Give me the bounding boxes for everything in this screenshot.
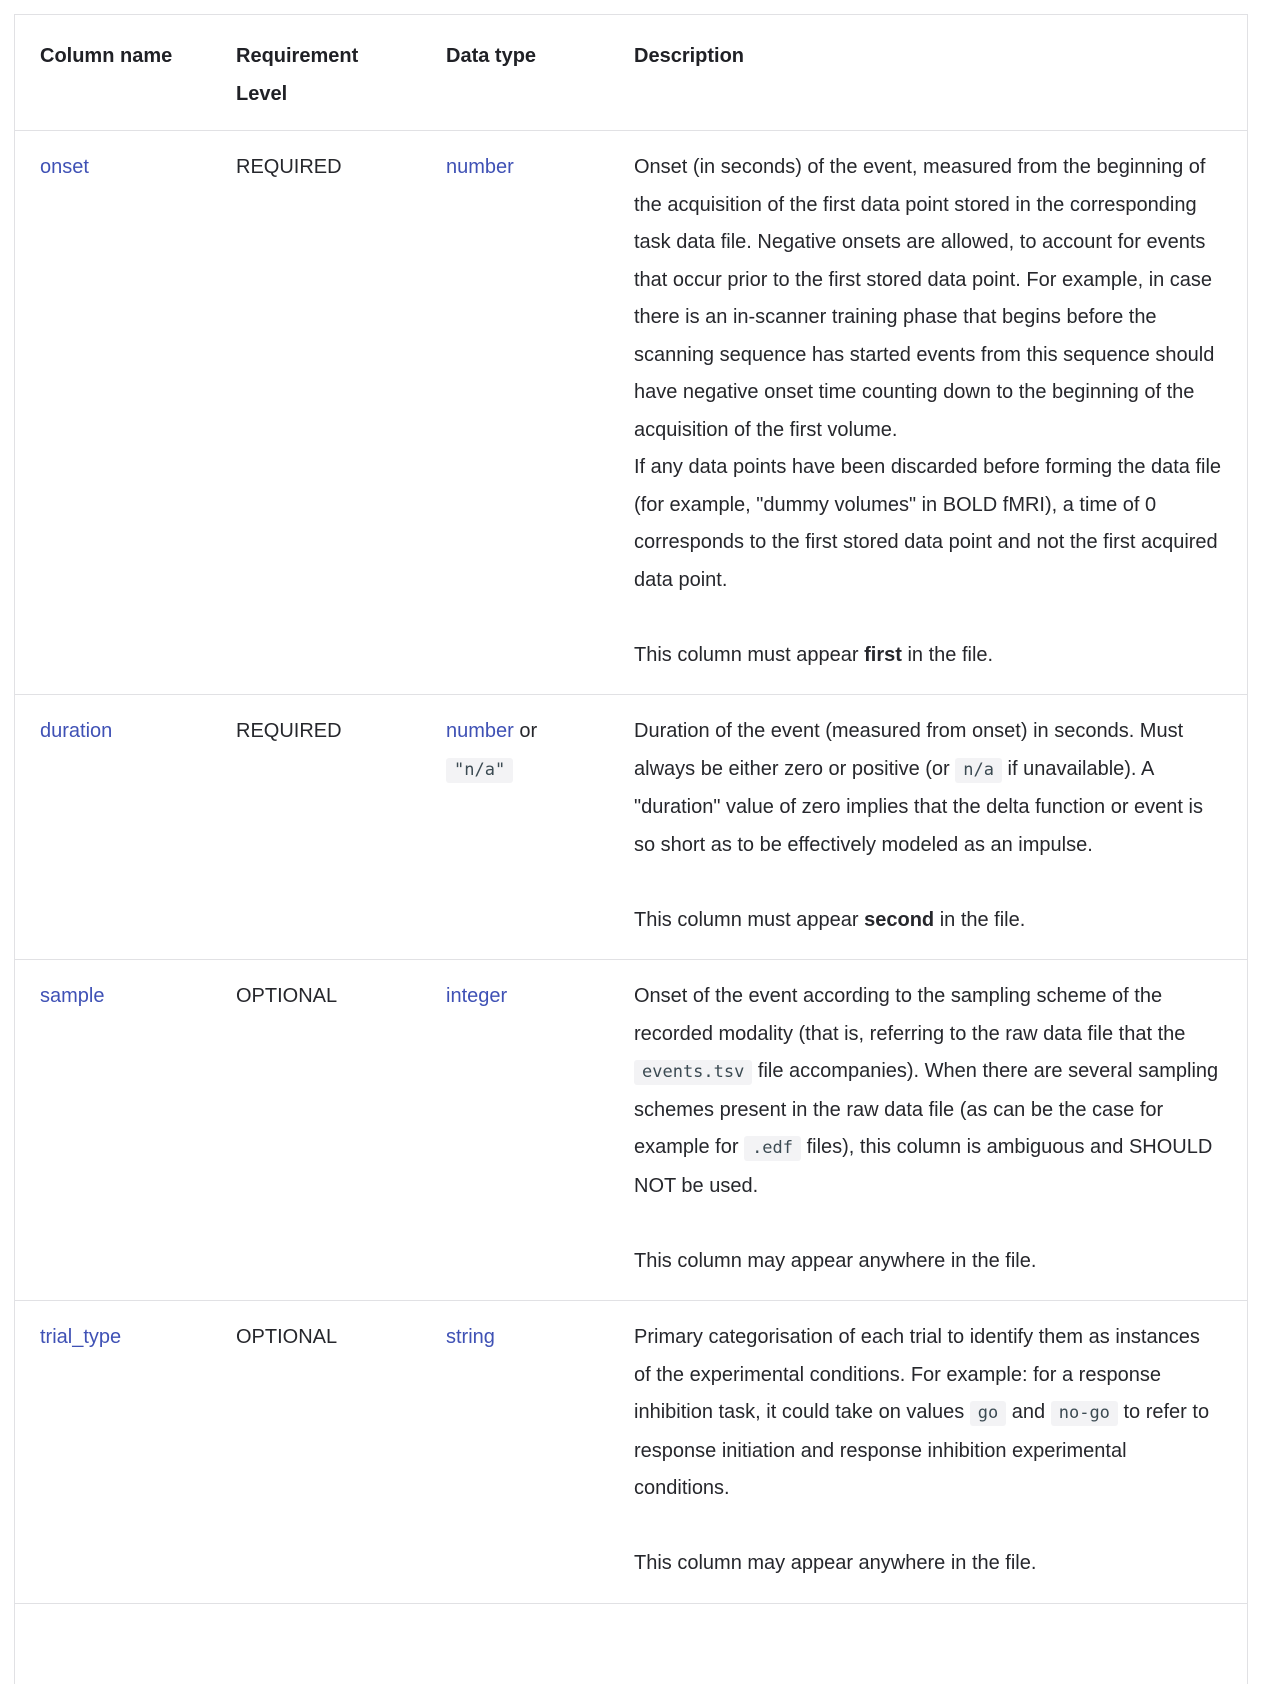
paragraph-gap	[634, 1205, 1222, 1243]
text-run: This column must appear	[634, 908, 865, 931]
paragraph-gap	[634, 864, 1222, 902]
cell-data-type	[421, 131, 609, 695]
cell-requirement-level	[211, 1301, 421, 1604]
column-definition-table-container	[14, 14, 1248, 1684]
requirement-level-label: REQUIRED	[236, 720, 342, 742]
requirement-level-label: OPTIONAL	[236, 1326, 338, 1348]
datatype-link[interactable]: number	[446, 720, 514, 742]
text-run: This column must appear	[634, 643, 865, 666]
text-run: if unavailable). A "duration" value of zero implies that the delta function or event is so short as to be effectively modeled as an impulse.	[634, 757, 1203, 856]
text-run: files), this column is ambiguous and SHOULD NOT be used.	[634, 1136, 1213, 1197]
text-run: in the file.	[901, 643, 994, 666]
cell-column-name	[15, 695, 211, 960]
code-chip: .edf	[744, 1136, 801, 1161]
text-run: If any data points have been discarded before forming the data file (for example, "dummy volumes" in BOLD fMRI), a time of 0 corresponds to the first stored data point and not the first acquired data point.	[634, 456, 1222, 591]
cell-description	[609, 960, 1247, 1301]
cell-data-type	[421, 695, 609, 960]
text-run: and	[1006, 1401, 1051, 1423]
text-run: Onset (in seconds) of the event, measured from the beginning of the acquisition of the first data point stored in the corresponding task data file. Negative onsets are allowed, to account for events that occur prior to the first stored data point. For example, in case there is an in-scanner training phase that begins before the scanning sequence has started events from this sequence should have negative onset time counting down to the beginning of the acquisition of the first volume.	[634, 156, 1215, 441]
code-chip: events.tsv	[634, 1060, 752, 1085]
text-run: or	[513, 720, 538, 742]
code-chip: go	[970, 1401, 1006, 1426]
bold-text: second	[864, 908, 935, 931]
cell-data-type	[421, 1301, 609, 1604]
cell-requirement-level	[211, 131, 421, 695]
header-description: Description	[609, 15, 1247, 131]
datatype-link[interactable]: integer	[446, 985, 508, 1007]
datatype-link[interactable]: number	[446, 156, 514, 178]
table-row-trial-type	[15, 1301, 1247, 1604]
text-run: Primary categorisation of each trial to identify them as instances of the experimental conditions. For example: for a response inhibition task, it could take on values	[634, 1326, 1200, 1423]
bold-text: first	[864, 643, 902, 666]
header-requirement-level: Requirement Level	[211, 15, 421, 131]
table-row-duration	[15, 695, 1247, 960]
cell-data-type	[421, 960, 609, 1301]
requirement-level-label: REQUIRED	[236, 156, 342, 178]
cell-description	[609, 1301, 1247, 1604]
column-name-link[interactable]: sample	[40, 985, 105, 1007]
text-run: Onset of the event according to the sampling scheme of the recorded modality (that is, referring to the raw data file that the	[634, 985, 1186, 1045]
requirement-level-label: OPTIONAL	[236, 985, 338, 1007]
table-row-sample	[15, 960, 1247, 1301]
text-run: in the file.	[934, 908, 1026, 931]
text-run: This column may appear anywhere in the file.	[634, 1249, 1037, 1272]
code-chip: "n/a"	[446, 758, 513, 783]
cell-requirement-level	[211, 960, 421, 1301]
text-run: Duration of the event (measured from onset) in seconds. Must always be either zero or positive (or	[634, 720, 1184, 780]
datatype-link[interactable]: string	[446, 1326, 495, 1348]
cell-column-name	[15, 960, 211, 1301]
column-name-link[interactable]: trial_type	[40, 1326, 122, 1348]
column-name-link[interactable]: onset	[40, 156, 89, 178]
cell-description	[609, 131, 1247, 695]
cell-description	[609, 695, 1247, 960]
header-column-name: Column name	[15, 15, 211, 131]
column-definition-table	[15, 15, 1247, 1604]
cell-column-name	[15, 131, 211, 695]
column-name-link[interactable]: duration	[40, 720, 113, 742]
paragraph-gap	[634, 599, 1222, 637]
text-run: to refer to response initiation and response inhibition experimental conditions.	[634, 1401, 1210, 1499]
table-row-onset	[15, 131, 1247, 695]
header-row	[15, 15, 1247, 131]
code-chip: n/a	[955, 758, 1002, 783]
text-run: file accompanies). When there are several sampling schemes present in the raw data file (as can be the case for example for	[634, 1060, 1219, 1158]
code-chip: no-go	[1051, 1401, 1118, 1426]
text-run: This column may appear anywhere in the file.	[634, 1552, 1037, 1574]
cell-requirement-level	[211, 695, 421, 960]
paragraph-gap	[634, 1508, 1222, 1546]
header-data-type: Data type	[421, 15, 609, 131]
cell-column-name	[15, 1301, 211, 1604]
